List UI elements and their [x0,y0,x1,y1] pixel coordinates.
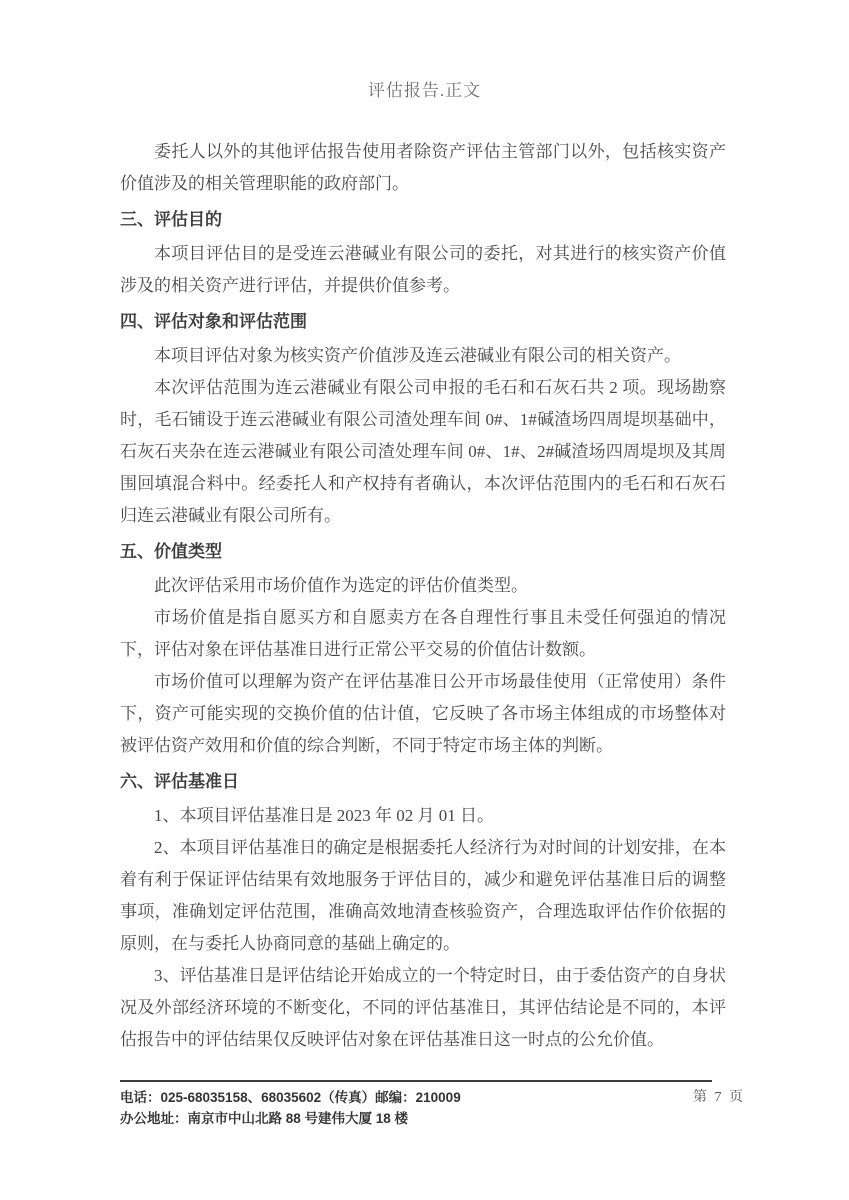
paragraph-base-date-1: 1、本项目评估基准日是 2023 年 02 月 01 日。 [154,806,494,825]
paragraph-object: 本项目评估对象为核实资产价值涉及连云港碱业有限公司的相关资产。 [154,346,681,365]
section-heading-value-type: 五、价值类型 [120,542,222,561]
paragraph-value-type: 此次评估采用市场价值作为选定的评估价值类型。 [154,576,528,595]
document-title: 评估报告.正文 [367,81,482,100]
paragraph-purpose: 本项目评估目的是受连云港碱业有限公司的委托，对其进行的核实资产价值涉及的相关资产进行评估，并提供价值参考。 [120,244,726,295]
paragraph-base-date-2: 2、本项目评估基准日的确定是根据委托人经济行为对时间的计划安排，在本着有利于保证评估结果有效地服务于评估目的，减少和避免评估基准日后的调整事项，准确划定评估范围，准确高效地清查核验资产，合理选取评估作价依据的原则，在与委托人协商同意的基础上确定的。 [120,838,726,953]
footer-phone: 电话：025-68035158、68035602（传真）邮编：210009 [120,1090,461,1105]
footer-address: 办公地址：南京市中山北路 88 号建伟大厦 18 楼 [120,1111,409,1126]
paragraph-base-date-3: 3、评估基准日是评估结论开始成立的一个特定时日，由于委估资产的自身状况及外部经济环境的不断变化，不同的评估基准日，其评估结论是不同的，本评估报告中的评估结果仅反映评估对象在评估基准日这一时点的公允价值。 [120,966,726,1049]
page-footer [120,1080,712,1129]
section-heading-scope: 四、评估对象和评估范围 [120,312,307,331]
paragraph-scope-detail: 本次评估范围为连云港碱业有限公司申报的毛石和石灰石共 2 项。现场勘察时，毛石铺设于连云港碱业有限公司渣处理车间 0#、1#碱渣场四周堤坝基础中，石灰石夹杂在连云港碱业有限公司渣处理车间 0#、1#、2#碱渣场四周堤坝及其周围回填混合料中。经委托人和产权持有者确认，本次评估范围内的毛石和石灰石归连云港碱业有限公司所有。 [120,378,726,525]
page-number: 第 7 页 [693,1090,745,1105]
section-heading-base-date: 六、评估基准日 [120,772,239,791]
paragraph-report-users: 委托人以外的其他评估报告使用者除资产评估主管部门以外，包括核实资产价值涉及的相关管理职能的政府部门。 [120,142,726,193]
paragraph-market-value-expl: 市场价值可以理解为资产在评估基准日公开市场最佳使用（正常使用）条件下，资产可能实现的交换价值的估计值，它反映了各市场主体组成的市场整体对被评估资产效用和价值的综合判断，不同于特定市场主体的判断。 [120,672,726,755]
paragraph-market-value-def: 市场价值是指自愿买方和自愿卖方在各自理性行事且未受任何强迫的情况下，评估对象在评估基准日进行正常公平交易的价值估计数额。 [120,608,726,659]
section-heading-purpose: 三、评估目的 [120,210,222,229]
document-body [120,136,726,1056]
